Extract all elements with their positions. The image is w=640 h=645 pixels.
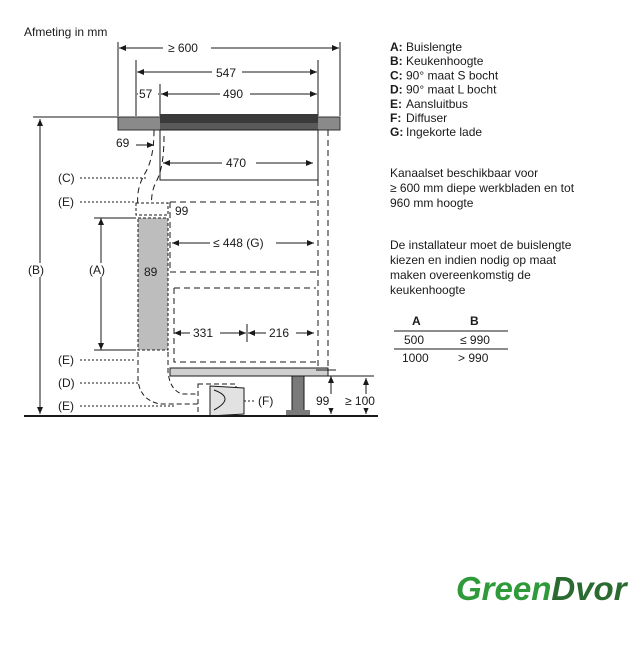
- note1-line2: ≥ 600 mm diepe werkbladen en tot: [390, 181, 575, 195]
- dim-100: ≥ 100: [345, 394, 375, 408]
- note2-line2: kiezen en indien nodig op maat: [390, 253, 557, 267]
- dim-89: 89: [144, 265, 158, 279]
- legend-key: C:: [390, 68, 403, 83]
- legend: [390, 40, 499, 139]
- label-a: (A): [89, 263, 105, 277]
- note1-line1: Kanaalset beschikbaar voor: [390, 166, 539, 180]
- table-cell-r0-a: 500: [404, 333, 425, 347]
- legend-key: A:: [390, 40, 403, 54]
- brand-part1: Green: [456, 570, 552, 607]
- legend-text: Keukenhoogte: [406, 54, 484, 69]
- table-header-a: A: [412, 314, 421, 328]
- note-kanaalset: [390, 166, 575, 210]
- table-cell-r1-a: 1000: [402, 351, 429, 365]
- connector-e-top: [136, 203, 168, 215]
- hob-body: [160, 130, 318, 180]
- label-e-bottom: (E): [58, 399, 74, 413]
- duct-tube: [138, 218, 168, 350]
- plinth-rail: [170, 368, 328, 376]
- label-e-top: (E): [58, 195, 74, 209]
- dim-99-bottom: 99: [316, 394, 330, 408]
- legend-key: D:: [390, 82, 403, 97]
- dim-331: 331: [193, 326, 214, 340]
- legend-text: Buislengte: [406, 40, 463, 54]
- label-f: (F): [258, 394, 274, 408]
- label-b: (B): [28, 263, 44, 277]
- note2-line4: keukenhoogte: [390, 283, 466, 297]
- brand-logo: [456, 570, 629, 607]
- cabinet-leg: [292, 376, 304, 412]
- legend-text: 90° maat S bocht: [406, 68, 499, 83]
- dim-600: ≥ 600: [168, 41, 198, 55]
- dim-216: 216: [269, 326, 290, 340]
- dim-490: 490: [223, 87, 244, 101]
- dim-99-top: 99: [175, 204, 189, 218]
- legend-key: B:: [390, 54, 403, 69]
- legend-text: Ingekorte lade: [406, 125, 483, 140]
- note1-line3: 960 mm hoogte: [390, 196, 474, 210]
- diagram-title: Afmeting in mm: [24, 25, 108, 39]
- dim-547: 547: [216, 66, 237, 80]
- legend-key: E:: [390, 96, 402, 111]
- note2-line3: maken overeenkomstig de: [390, 268, 531, 282]
- length-table: [394, 314, 508, 365]
- legend-text: Diffuser: [406, 111, 448, 125]
- legend-key: F:: [390, 111, 402, 125]
- brand-part2: Dvor: [551, 570, 627, 607]
- label-d: (D): [58, 376, 75, 390]
- legend-text: Aansluitbus: [406, 96, 469, 111]
- table-cell-r0-b: ≤ 990: [460, 333, 490, 347]
- note2-line1: De installateur moet de buislengte: [390, 238, 572, 252]
- note-installateur: [390, 238, 572, 297]
- dim-57: 57: [139, 87, 153, 101]
- dim-470: 470: [226, 156, 247, 170]
- legend-text: 90° maat L bocht: [406, 82, 497, 97]
- table-header-b: B: [470, 314, 479, 328]
- dim-448-g: ≤ 448 (G): [213, 236, 264, 250]
- legend-key: G:: [390, 125, 404, 140]
- label-c: (C): [58, 171, 75, 185]
- dim-69: 69: [116, 136, 130, 150]
- cooktop: [160, 114, 318, 123]
- label-e-mid: (E): [58, 353, 74, 367]
- table-cell-r1-b: > 990: [458, 351, 489, 365]
